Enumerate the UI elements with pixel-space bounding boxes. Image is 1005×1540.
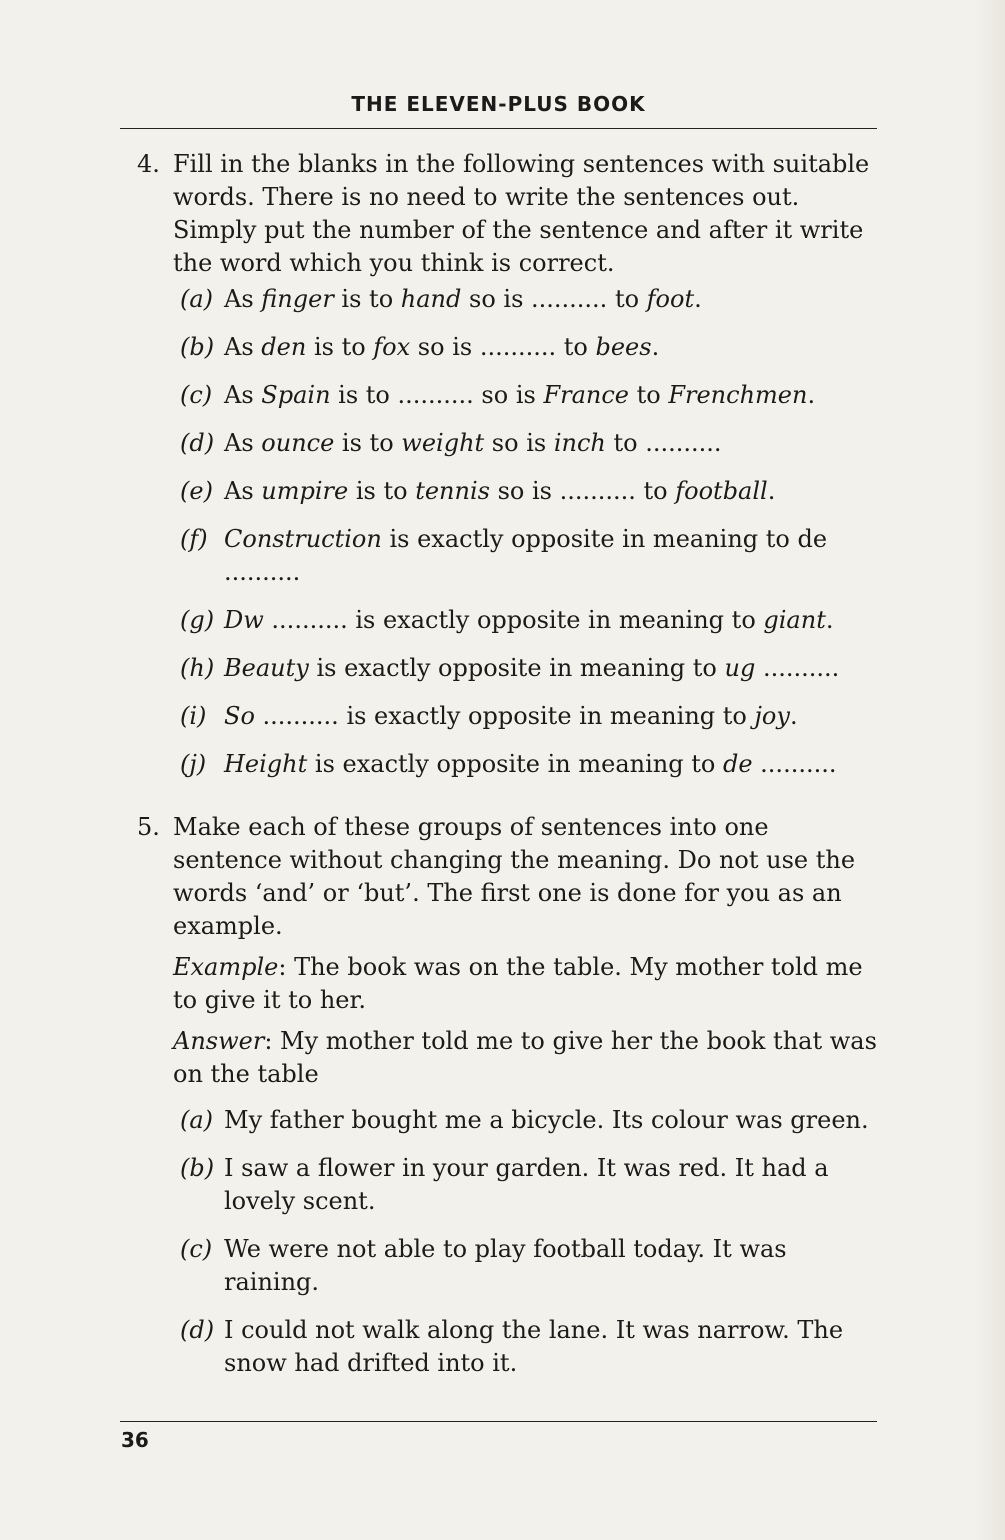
text: .: [825, 606, 834, 634]
text: to ..........: [605, 429, 722, 457]
list-item: [173, 700, 882, 733]
item-label: (h): [180, 654, 215, 682]
italic-word: Spain: [261, 381, 331, 409]
italic-word: den: [261, 333, 307, 361]
exercise-instruction: Make each of these groups of sentences into one sentence without changing the meaning. Do not use the words ‘and’ or ‘but’. The first one is done for you as an example.: [173, 813, 856, 940]
list-item: [173, 523, 882, 589]
item-label: (b): [180, 1154, 215, 1182]
answer-block: [173, 1025, 882, 1091]
list-item: [173, 283, 882, 316]
text: As: [224, 285, 262, 313]
italic-word: hand: [400, 285, 462, 313]
italic-word: France: [543, 381, 629, 409]
page-content: [137, 148, 882, 1395]
text: ..........: [752, 750, 837, 778]
item-label: (d): [180, 1316, 215, 1344]
page-edge: [975, 0, 1005, 1540]
example-block: [173, 951, 882, 1017]
italic-word: football: [675, 477, 768, 505]
italic-word: joy: [754, 702, 790, 730]
italic-word: finger: [261, 285, 334, 313]
item-label: (e): [180, 477, 213, 505]
item-text: My father bought me a bicycle. Its colour was green.: [224, 1106, 869, 1134]
item-label: (f): [180, 525, 208, 553]
list-item: [173, 604, 882, 637]
italic-word: Height: [224, 750, 308, 778]
text: is to: [334, 429, 402, 457]
italic-word: fox: [373, 333, 411, 361]
example-label: Example: [173, 953, 279, 981]
italic-word: Frenchmen: [668, 381, 808, 409]
item-label: (g): [180, 606, 215, 634]
italic-word: Beauty: [224, 654, 309, 682]
item-label: (i): [180, 702, 207, 730]
italic-word: Construction: [224, 525, 382, 553]
text: so is: [484, 429, 554, 457]
text: ..........: [755, 654, 840, 682]
text: .: [767, 477, 776, 505]
italic-word: ounce: [261, 429, 335, 457]
list-item: [173, 427, 882, 460]
italic-word: giant: [763, 606, 826, 634]
italic-word: de: [722, 750, 753, 778]
italic-word: weight: [401, 429, 485, 457]
text: is exactly opposite in meaning to: [307, 750, 723, 778]
exercise-5-items: [173, 1104, 882, 1380]
text: so is .......... to: [489, 477, 676, 505]
list-item: [173, 379, 882, 412]
text: so is .......... to: [461, 285, 647, 313]
item-text: We were not able to play football today. It was raining.: [224, 1235, 787, 1296]
text: As: [224, 381, 262, 409]
list-item: [173, 652, 882, 685]
italic-word: umpire: [261, 477, 349, 505]
text: so is .......... to: [410, 333, 596, 361]
item-label: (c): [180, 1235, 213, 1263]
exercise-number: 4.: [137, 150, 160, 178]
item-label: (j): [180, 750, 207, 778]
list-item: [173, 475, 882, 508]
text: .......... is exactly opposite in meaning to: [263, 606, 764, 634]
text: to: [628, 381, 669, 409]
text: .......... is exactly opposite in meaning to: [254, 702, 755, 730]
item-label: (d): [180, 429, 215, 457]
text: is to: [348, 477, 416, 505]
exercise-5: [137, 811, 882, 1380]
item-text: I saw a flower in your garden. It was red. It had a lovely scent.: [224, 1154, 829, 1215]
item-label: (a): [180, 285, 214, 313]
list-item: [173, 331, 882, 364]
list-item: [173, 1314, 882, 1380]
italic-word: inch: [553, 429, 606, 457]
italic-word: foot: [646, 285, 695, 313]
item-label: (a): [180, 1106, 214, 1134]
text: is exactly opposite in meaning to: [308, 654, 725, 682]
text: As: [224, 477, 262, 505]
text: is to .......... so is: [330, 381, 544, 409]
text: .: [807, 381, 816, 409]
footer-rule: [120, 1421, 877, 1422]
exercise-4-items: [173, 283, 882, 781]
header-rule: [120, 128, 877, 129]
italic-word: ug: [724, 654, 756, 682]
exercise-4: [137, 148, 882, 781]
italic-word: tennis: [415, 477, 490, 505]
list-item: [173, 1233, 882, 1299]
text: .: [789, 702, 798, 730]
italic-word: So: [224, 702, 255, 730]
italic-word: bees: [595, 333, 652, 361]
italic-word: Dw: [224, 606, 264, 634]
answer-label: Answer: [173, 1027, 265, 1055]
example-text: : The book was on the table. My mother told me to give it to her.: [173, 953, 863, 1014]
exercise-instruction: Fill in the blanks in the following sentences with suitable words. There is no need to write the sentences out. Simply put the number of the sentence and after it write the word which you think is correct.: [173, 150, 870, 277]
item-label: (c): [180, 381, 213, 409]
list-item: [173, 1152, 882, 1218]
item-text: I could not walk along the lane. It was narrow. The snow had drifted into it.: [224, 1316, 844, 1377]
page-number: 36: [121, 1428, 149, 1452]
text: As: [224, 333, 262, 361]
text: .: [694, 285, 702, 313]
text: As: [224, 429, 262, 457]
exercise-number: 5.: [137, 813, 160, 841]
text: is to: [333, 285, 401, 313]
list-item: [173, 748, 882, 781]
text: is exactly opposite in meaning to de ..........: [224, 525, 828, 586]
answer-text: : My mother told me to give her the book that was on the table: [173, 1027, 877, 1088]
list-item: [173, 1104, 882, 1137]
text: .: [651, 333, 660, 361]
text: is to: [306, 333, 374, 361]
running-title: THE ELEVEN-PLUS BOOK: [351, 92, 646, 116]
item-label: (b): [180, 333, 215, 361]
